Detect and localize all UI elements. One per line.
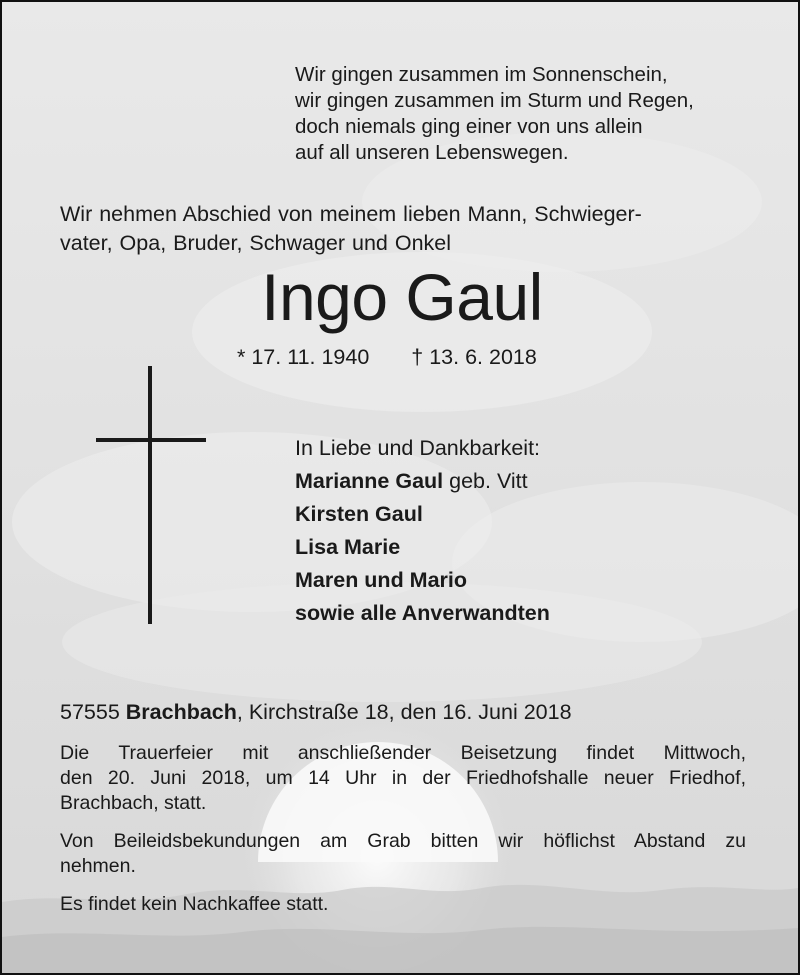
mourner-name: Lisa Marie	[295, 535, 401, 559]
poem	[295, 62, 694, 166]
mourner-spouse	[295, 465, 550, 498]
mourner-entry	[295, 564, 550, 597]
mourner-name: Kirsten Gaul	[295, 502, 423, 526]
life-dates	[237, 343, 537, 371]
mourner-entry	[295, 597, 550, 630]
death-date: † 13. 6. 2018	[411, 345, 537, 369]
mourner-entry	[295, 531, 550, 564]
mourner-name: sowie alle Anverwandten	[295, 601, 550, 625]
paragraph-line: den 20. Juni 2018, um 14 Uhr in der Friedhofshalle neuer Friedhof,	[60, 767, 746, 789]
street-and-date: , Kirchstraße 18, den 16. Juni 2018	[236, 700, 572, 724]
address-line	[60, 698, 572, 726]
condolence-paragraph	[60, 829, 746, 879]
paragraph-line: Brachbach, statt.	[60, 792, 207, 814]
intro-line: vater, Opa, Bruder, Schwager und Onkel	[60, 231, 452, 255]
birth-date: * 17. 11. 1940	[237, 345, 370, 369]
town: Brachbach	[125, 700, 237, 724]
spouse-maiden-name: geb. Vitt	[443, 469, 528, 493]
paragraph-line: Die Trauerfeier mit anschließender Beisetzung findet Mittwoch,	[60, 742, 746, 764]
mourners-heading: In Liebe und Dankbarkeit:	[295, 436, 541, 460]
paragraph-line: Es findet kein Nachkaffee statt.	[60, 893, 329, 915]
reception-paragraph	[60, 892, 746, 917]
spouse-name: Marianne Gaul	[295, 469, 444, 493]
paragraph-line: Von Beileidsbekundungen am Grab bitten wir höflichst Abstand zu	[60, 830, 746, 852]
postcode: 57555	[60, 700, 126, 724]
mourners-list	[295, 432, 550, 630]
cross-icon	[96, 366, 206, 624]
poem-line: auf all unseren Lebenswegen.	[295, 141, 569, 164]
farewell-intro	[60, 200, 760, 258]
mourner-entry	[295, 498, 550, 531]
mourner-name: Maren und Mario	[295, 568, 468, 592]
paragraph-line: nehmen.	[60, 855, 136, 877]
poem-line: Wir gingen zusammen im Sonnenschein,	[295, 63, 668, 86]
funeral-service-paragraph	[60, 741, 746, 816]
poem-line: wir gingen zusammen im Sturm und Regen,	[295, 89, 694, 112]
intro-line: Wir nehmen Abschied von meinem lieben Mann, Schwieger-	[60, 202, 642, 226]
deceased-name: Ingo Gaul	[261, 260, 543, 334]
poem-line: doch niemals ging einer von uns allein	[295, 115, 643, 138]
